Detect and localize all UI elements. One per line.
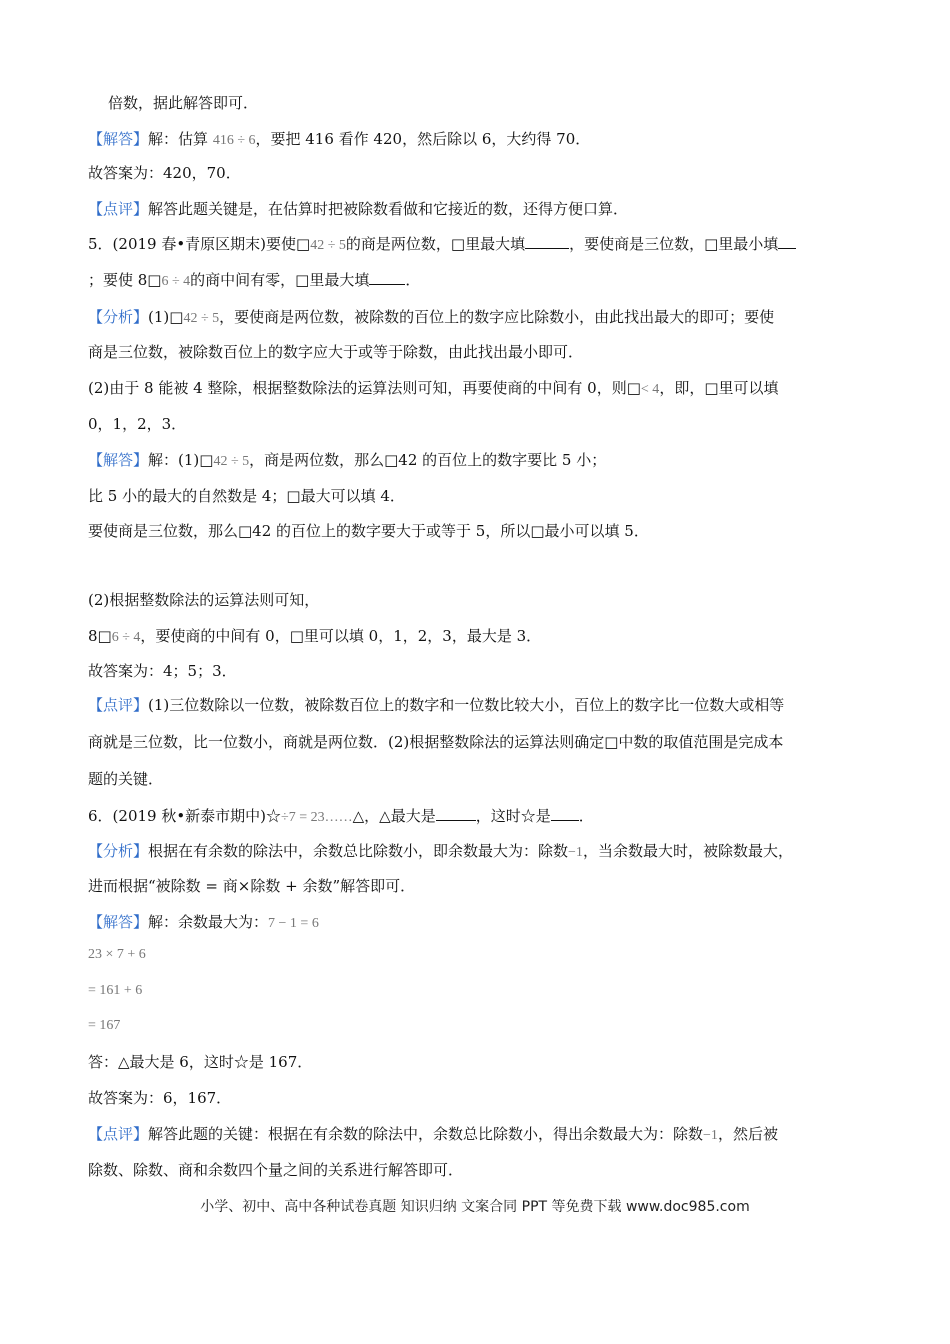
q6-answer: 故答案为：6，167．: [88, 1089, 232, 1107]
answer-blank: [778, 232, 796, 249]
q4-solution: 【解答】解：估算 416 ÷ 6，要把 416 看作 420，然后除以 6，大约得 70．: [88, 130, 591, 148]
math-expression: 6 ÷ 4: [111, 630, 141, 645]
q5-comment-1: 【点评】(1)三位数除以一位数，被除数百位上的数字和一位数比较大小，百位上的数字比一位数大或相等: [88, 696, 785, 714]
q6-reply: 答：△最大是 6，这时☆是 167．: [88, 1053, 313, 1071]
page-footer: 小学、初中、高中各种试卷真题 知识归纳 文案合同 PPT 等免费下载 www.doc985.com: [200, 1199, 750, 1215]
q6-comment-2: 除数、除数、商和余数四个量之间的关系进行解答即可．: [88, 1161, 464, 1179]
math-expression: 416 ÷ 6: [212, 133, 256, 148]
q5-solution-4: (2)根据整数除法的运算法则可知，: [88, 591, 320, 609]
q6-calc-1: 23 × 7 + 6: [88, 947, 146, 962]
math-expression: 42 ÷ 5: [183, 311, 220, 326]
q6-solution: 【解答】解：余数最大为：7 − 1 = 6: [88, 913, 319, 931]
q5-solution-3: 要使商是三位数，那么□42 的百位上的数字要大于或等于 5，所以□最小可以填 5．: [88, 522, 649, 540]
solution-tag: 【解答】: [88, 130, 149, 148]
math-expression: < 4: [640, 382, 660, 397]
q4-comment: 【点评】解答此题关键是，在估算时把被除数看做和它接近的数，还得方便口算．: [88, 200, 629, 218]
q5-analysis-2: 商是三位数，被除数百位上的数字应大于或等于除数，由此找出最小即可．: [88, 343, 584, 361]
q5-comment-3: 题的关键．: [88, 770, 164, 788]
q6-analysis-2: 进而根据“被除数 = 商×除数 + 余数”解答即可．: [88, 877, 416, 895]
analysis-tag: 【分析】: [88, 842, 149, 860]
q5-analysis-4: 0，1，2，3．: [88, 415, 187, 433]
q6-analysis-1: 【分析】根据在有余数的除法中，余数总比除数小，即余数最大为：除数−1，当余数最大时，被除数最大，: [88, 842, 793, 860]
math-expression: −1: [703, 1128, 718, 1143]
comment-tag: 【点评】: [88, 200, 149, 218]
answer-blank: [525, 232, 569, 249]
math-expression: 42 ÷ 5: [310, 238, 346, 253]
q6-calc-3: = 167: [88, 1018, 121, 1033]
math-expression: −1: [568, 845, 583, 860]
q5-stem-cont: ；要使 8□6 ÷ 4的商中间有零，□里最大填 ．: [88, 268, 420, 293]
comment-tag: 【点评】: [88, 1125, 149, 1143]
q4-answer: 故答案为：420，70．: [88, 164, 241, 182]
q5-solution-2: 比 5 小的最大的自然数是 4；□最大可以填 4．: [88, 487, 405, 505]
math-expression: 42 ÷ 5: [213, 454, 250, 469]
math-expression: ÷7 = 23……: [281, 810, 353, 825]
q5-solution-5: 8□6 ÷ 4，要使商的中间有 0，□里可以填 0，1，2，3，最大是 3．: [88, 627, 542, 645]
q5-analysis-1: 【分析】(1)□42 ÷ 5，要使商是两位数，被除数的百位上的数字应比除数小，由此找出最大的即可；要使: [88, 308, 775, 326]
math-expression: 6 ÷ 4: [161, 274, 191, 289]
answer-blank: [551, 804, 579, 821]
solution-tag: 【解答】: [88, 451, 149, 469]
q6-stem: 6．(2019 秋•新泰市期中)☆÷7 = 23……△，△最大是 ，这时☆是 ．: [88, 804, 594, 829]
q5-answer: 故答案为：4；5；3．: [88, 662, 237, 680]
q5-comment-2: 商就是三位数，比一位数小，商就是两位数．(2)根据整数除法的运算法则确定□中数的取值范围是完成本: [88, 733, 784, 751]
answer-blank: [436, 804, 476, 821]
q4-continuation: 倍数，据此解答即可．: [108, 94, 259, 112]
q6-comment-1: 【点评】解答此题的关键：根据在有余数的除法中，余数总比除数小，得出余数最大为：除数−1，然后被: [88, 1125, 778, 1143]
solution-tag: 【解答】: [88, 913, 149, 931]
q6-calc-2: = 161 + 6: [88, 983, 143, 998]
q5-solution-1: 【解答】解：(1)□42 ÷ 5，商是两位数，那么□42 的百位上的数字要比 5 小；: [88, 451, 607, 469]
q5-stem: 5．(2019 春•青原区期末)要使□42 ÷ 5的商是两位数，□里最大填 ，要使商是三位数，□里最小填: [88, 232, 796, 257]
math-expression: 7 − 1 = 6: [268, 916, 319, 931]
analysis-tag: 【分析】: [88, 308, 149, 326]
q5-analysis-3: (2)由于 8 能被 4 整除，根据整数除法的运算法则可知，再要使商的中间有 0，则□< 4，即，□里可以填: [88, 379, 779, 397]
comment-tag: 【点评】: [88, 696, 149, 714]
answer-blank: [369, 268, 405, 285]
